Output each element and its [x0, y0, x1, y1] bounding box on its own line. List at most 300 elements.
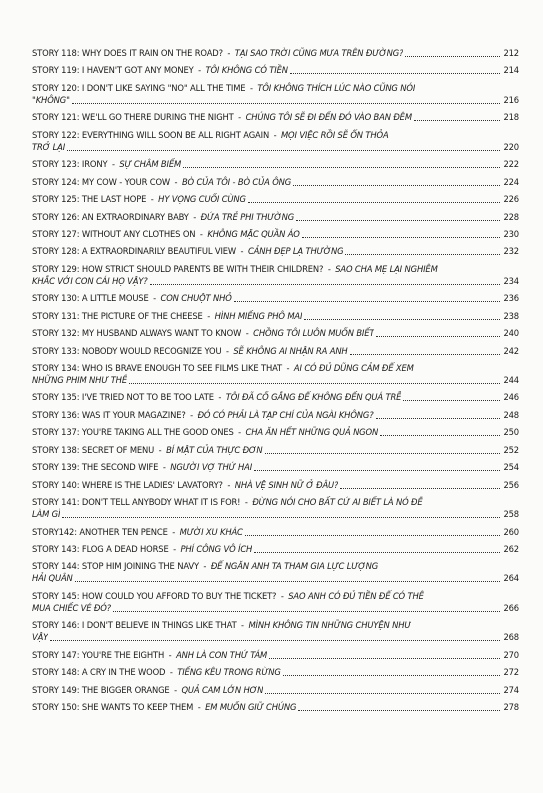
story-number: STORY142: — [32, 526, 77, 537]
toc-entry — [32, 649, 519, 661]
toc-entry-continuation — [32, 602, 519, 614]
story-title-en: WITHOUT ANY CLOTHES ON — [81, 228, 196, 239]
title-separator: - — [325, 263, 334, 274]
story-number: STORY 119: — [32, 65, 80, 76]
toc-entry-text — [32, 211, 294, 223]
page-number: 226 — [503, 194, 519, 205]
leader-dots — [183, 167, 500, 168]
title-separator: - — [284, 363, 292, 373]
story-title-vi-continued: VẬY — [32, 632, 49, 643]
story-title-vi: BÍ MẬT CỦA THỰC ĐƠN — [166, 444, 263, 455]
toc-entry — [32, 228, 519, 240]
page-number: 220 — [503, 141, 519, 152]
story-number: STORY 120: — [32, 82, 80, 93]
page-number: 224 — [503, 176, 519, 187]
toc-entry — [32, 461, 519, 473]
toc-entry-text — [32, 391, 401, 403]
story-title-en: NOBODY WOULD RECOGNIZE YOU — [81, 345, 222, 356]
leader-dots — [265, 693, 500, 694]
story-title-vi: ĐỂ NGĂN ANH TA THAM GIA LỰC LƯỢNG — [210, 561, 379, 572]
toc-entry-line — [32, 129, 519, 141]
story-number: STORY 138: — [32, 444, 80, 455]
story-title-vi: AI CÓ ĐỦ DŨNG CẢM ĐỂ XEM — [293, 363, 414, 373]
page-number: 272 — [503, 667, 519, 678]
story-title-en: IRONY — [81, 159, 108, 170]
page-number: 266 — [503, 602, 519, 613]
toc-entry-text — [32, 263, 438, 275]
story-title-vi: CON CHUỘT NHỎ — [160, 293, 232, 304]
toc-entry-line — [32, 47, 519, 59]
story-number: STORY 141: — [32, 497, 80, 508]
toc-entry-text — [32, 619, 411, 631]
leader-dots — [376, 418, 500, 419]
page-number: 278 — [503, 702, 519, 712]
story-number: STORY 123: — [32, 159, 80, 170]
story-title-en: WHO IS BRAVE ENOUGH TO SEE FILMS LIKE THAT — [81, 363, 283, 373]
title-separator: - — [195, 65, 204, 76]
toc-entry-line — [32, 684, 519, 696]
story-number: STORY 143: — [32, 543, 80, 554]
toc-entry-continuation — [32, 374, 519, 386]
story-number: STORY 147: — [32, 649, 80, 660]
story-number: STORY 140: — [32, 479, 80, 490]
toc-entry — [32, 176, 519, 188]
leader-dots — [265, 453, 500, 454]
title-separator: - — [170, 543, 179, 554]
toc-entry — [32, 263, 519, 287]
story-number: STORY 146: — [32, 620, 80, 631]
page-number: 244 — [503, 375, 519, 385]
story-title-en: WHERE IS THE LADIES' LAVATORY? — [81, 479, 223, 490]
title-separator: - — [223, 345, 232, 356]
leader-dots — [72, 103, 500, 104]
leader-dots — [302, 237, 500, 238]
toc-entry-line — [32, 228, 519, 240]
toc-entry-line — [32, 391, 519, 403]
toc-entry — [32, 684, 519, 696]
story-title-vi: TÔI ĐÃ CỐ GẮNG ĐỂ KHÔNG ĐẾN QUÁ TRỄ — [225, 392, 402, 403]
page-number: 232 — [503, 246, 519, 257]
toc-entry — [32, 310, 519, 322]
story-title-vi: CẢNH ĐẸP LẠ THƯỜNG — [247, 246, 344, 257]
toc-entry-line — [32, 176, 519, 188]
story-number: STORY 139: — [32, 462, 80, 473]
story-title-vi: KHÔNG MẶC QUẦN ÁO — [207, 228, 300, 239]
story-number: STORY 148: — [32, 667, 80, 678]
title-separator: - — [148, 194, 157, 205]
title-separator: - — [271, 129, 279, 140]
toc-entry — [32, 409, 519, 421]
page-number: 214 — [503, 65, 519, 76]
toc-entry — [32, 619, 519, 643]
story-number: STORY 134: — [32, 363, 80, 373]
page-number: 216 — [503, 94, 519, 105]
story-number: STORY 130: — [32, 293, 80, 304]
story-title-en: DON'T TELL ANYBODY WHAT IT IS FOR! — [81, 497, 241, 508]
story-title-vi: NHÀ VỆ SINH NỮ Ở ĐÂU? — [234, 479, 339, 490]
toc-entry-continuation — [32, 275, 519, 287]
leader-dots — [248, 202, 500, 203]
story-title-vi-continued: "KHÔNG" — [32, 94, 70, 105]
title-separator: - — [200, 561, 209, 572]
toc-entry-line — [32, 444, 519, 456]
story-title-en: THE LAST HOPE — [81, 194, 147, 205]
toc-entry-text — [32, 684, 263, 696]
title-separator: - — [238, 246, 246, 257]
leader-dots — [283, 675, 500, 676]
toc-entry-text — [32, 228, 300, 240]
page-number: 252 — [503, 444, 519, 455]
page-number: 242 — [503, 345, 519, 356]
page-number: 222 — [503, 159, 519, 170]
page-number: 238 — [503, 310, 519, 321]
toc-entry-text — [32, 444, 263, 456]
toc-entry-text — [32, 666, 281, 678]
toc-entry-line — [32, 701, 519, 713]
page-number: 230 — [503, 228, 519, 239]
toc-entry-line — [32, 263, 519, 275]
story-number: STORY 149: — [32, 684, 80, 695]
page-number: 256 — [503, 479, 519, 490]
toc-entry-text — [32, 111, 412, 123]
story-title-en: SHE WANTS TO KEEP THEM — [81, 702, 194, 712]
leader-dots — [403, 400, 500, 401]
story-title-vi: ĐỪNG NÓI CHO BẤT CỨ AI BIẾT LÀ NÓ ĐỂ — [252, 497, 423, 508]
title-separator: - — [190, 211, 199, 222]
toc-entry-continuation — [32, 572, 519, 584]
story-title-en: ANOTHER TEN PENCE — [79, 526, 168, 537]
story-number: STORY 137: — [32, 427, 80, 438]
leader-dots — [290, 73, 500, 74]
story-title-vi: TIẾNG KÊU TRONG RỪNG — [177, 667, 281, 678]
story-number: STORY 131: — [32, 310, 80, 321]
leader-dots — [67, 150, 500, 151]
story-title-vi: EM MUỐN GIỮ CHÚNG — [205, 702, 297, 712]
leader-dots — [340, 488, 500, 489]
toc-entry-text — [32, 496, 423, 508]
toc-entry — [32, 391, 519, 403]
page-number: 240 — [503, 328, 519, 339]
toc-entry-line — [32, 409, 519, 421]
toc-entry — [32, 362, 519, 386]
toc-entry-line — [32, 82, 519, 94]
leader-dots — [345, 254, 500, 255]
toc-entry-line — [32, 426, 519, 438]
toc-entry-line — [32, 193, 519, 205]
toc-entry — [32, 158, 519, 170]
toc-entry-text — [32, 47, 403, 59]
toc-entry — [32, 245, 519, 257]
story-title-vi: NGƯỜI VỢ THỨ HAI — [170, 462, 253, 473]
story-title-vi: CHỒNG TÔI LUÔN MUỐN BIẾT — [253, 328, 375, 339]
toc-entry-line — [32, 327, 519, 339]
story-title-vi: MỌI VIỆC RỒI SẼ ỔN THỎA — [280, 129, 389, 140]
toc-entry — [32, 211, 519, 223]
page-number: 212 — [503, 48, 519, 58]
toc-entry-text — [32, 590, 424, 602]
toc-entry-text — [32, 649, 267, 661]
toc-entry-text — [32, 461, 252, 473]
leader-dots — [245, 535, 500, 536]
story-title-vi: ĐÓ CÓ PHẢI LÀ TẠP CHÍ CỦA NGÀI KHÔNG? — [197, 409, 374, 420]
title-separator: - — [278, 590, 287, 601]
title-separator: - — [224, 48, 233, 58]
leader-dots — [254, 552, 500, 553]
title-separator: - — [169, 526, 178, 537]
story-number: STORY 135: — [32, 392, 80, 403]
title-separator: - — [224, 479, 233, 490]
story-title-en: I'VE TRIED NOT TO BE TOO LATE — [81, 392, 214, 403]
story-title-vi: BÒ CỦA TÔI - BÒ CỦA ÔNG — [181, 176, 292, 187]
page-number: 218 — [503, 112, 519, 123]
story-title-en: STOP HIM JOINING THE NAVY — [81, 561, 199, 572]
story-number: STORY 125: — [32, 194, 80, 205]
toc-entry — [32, 111, 519, 123]
leader-dots — [254, 470, 500, 471]
toc-entry-line — [32, 292, 519, 304]
story-number: STORY 127: — [32, 228, 80, 239]
story-title-en: I DON'T BELIEVE IN THINGS LIKE THAT — [81, 620, 237, 631]
title-separator: - — [156, 444, 165, 455]
leader-dots — [405, 56, 500, 57]
story-title-en: HOW STRICT SHOULD PARENTS BE WITH THEIR CHILDREN? — [81, 263, 324, 274]
story-title-vi-continued: LÀM GÌ — [32, 509, 61, 520]
story-title-vi: TẠI SAO TRỜI CŨNG MƯA TRÊN ĐƯỜNG? — [234, 48, 404, 58]
title-separator: - — [187, 409, 196, 420]
page-number: 264 — [503, 573, 519, 584]
story-title-vi: SỰ CHÂM BIẾM — [119, 159, 182, 170]
story-title-vi: HÌNH MIẾNG PHÔ MAI — [214, 310, 303, 321]
story-title-vi: TÔI KHÔNG THÍCH LÚC NÀO CŨNG NÓI — [257, 82, 416, 93]
toc-entry-continuation — [32, 508, 519, 520]
title-separator: - — [197, 228, 206, 239]
toc-entry-text — [32, 292, 232, 304]
page-number: 236 — [503, 293, 519, 304]
toc-entry-line — [32, 362, 519, 374]
story-title-vi: TÔI KHÔNG CÓ TIỀN — [205, 65, 288, 76]
toc-entry-line — [32, 310, 519, 322]
story-title-en: THE PICTURE OF THE CHEESE — [81, 310, 203, 321]
story-title-vi-continued: TRỞ LẠI — [32, 141, 66, 152]
toc-entry-text — [32, 64, 288, 76]
story-title-vi: ĐỨA TRẺ PHI THƯỜNG — [200, 211, 295, 222]
story-number: STORY 124: — [32, 176, 80, 187]
leader-dots — [376, 336, 500, 337]
toc-entry — [32, 526, 519, 538]
page-number: 262 — [503, 543, 519, 554]
leader-dots — [298, 710, 500, 711]
toc-entry — [32, 543, 519, 555]
toc-entry-line — [32, 345, 519, 357]
page-number: 246 — [503, 392, 519, 403]
toc-entry-continuation — [32, 94, 519, 106]
toc-entry-line — [32, 543, 519, 555]
toc-entry — [32, 666, 519, 678]
story-number: STORY 122: — [32, 129, 80, 140]
story-title-vi: QUẢ CAM LỚN HƠN — [181, 684, 264, 695]
leader-dots — [50, 640, 500, 641]
story-title-vi: CHÚNG TÔI SẼ ĐI ĐẾN ĐÓ VÀO BAN ĐÊM — [245, 112, 412, 123]
title-separator: - — [204, 310, 213, 321]
story-title-en: FLOG A DEAD HORSE — [81, 543, 169, 554]
story-number: STORY 132: — [32, 328, 80, 339]
toc-entry-text — [32, 345, 348, 357]
story-title-vi: SẼ KHÔNG AI NHẬN RA ANH — [233, 345, 348, 356]
toc-entry-text — [32, 526, 243, 538]
toc-entry-text — [32, 245, 343, 257]
toc-entry-line — [32, 211, 519, 223]
toc-entry-line — [32, 245, 519, 257]
title-separator: - — [171, 684, 180, 695]
title-separator: - — [167, 667, 176, 678]
toc-entry-line — [32, 461, 519, 473]
title-separator: - — [195, 702, 204, 712]
toc-entry — [32, 701, 519, 713]
title-separator: - — [238, 620, 247, 631]
page-number: 274 — [503, 684, 519, 695]
toc-entry-text — [32, 82, 415, 94]
story-title-en: THE SECOND WIFE — [81, 462, 159, 473]
story-title-en: THE BIGGER ORANGE — [81, 684, 170, 695]
toc-entry — [32, 327, 519, 339]
table-of-contents — [32, 47, 519, 718]
story-title-en: AN EXTRAORDINARY BABY — [81, 211, 189, 222]
toc-entry-text — [32, 701, 296, 713]
toc-entry — [32, 47, 519, 59]
story-number: STORY 145: — [32, 590, 80, 601]
story-title-vi-continued: NHỮNG PHIM NHƯ THẾ — [32, 375, 127, 385]
toc-entry-text — [32, 479, 338, 491]
title-separator: - — [166, 649, 175, 660]
page-number: 258 — [503, 509, 519, 520]
toc-entry-line — [32, 619, 519, 631]
toc-entry-text — [32, 158, 181, 170]
story-title-en: A CRY IN THE WOOD — [81, 667, 166, 678]
toc-entry-text — [32, 176, 291, 188]
toc-entry-line — [32, 479, 519, 491]
story-number: STORY 126: — [32, 211, 80, 222]
toc-entry-line — [32, 649, 519, 661]
toc-entry — [32, 590, 519, 614]
page-number: 228 — [503, 211, 519, 222]
story-title-vi-continued: KHẮC VỚI CON CÁI HỌ VẬY? — [32, 275, 148, 286]
story-title-vi-continued: HẢI QUÂN — [32, 573, 73, 584]
story-title-en: MY COW - YOUR COW — [81, 176, 171, 187]
leader-dots — [150, 284, 500, 285]
toc-entry-text — [32, 362, 414, 374]
story-title-en: I DON'T LIKE SAYING "NO" ALL THE TIME — [81, 82, 246, 93]
toc-entry-text — [32, 543, 252, 555]
page-number: 270 — [503, 649, 519, 660]
story-number: STORY 118: — [32, 48, 80, 58]
leader-dots — [129, 383, 500, 384]
story-number: STORY 133: — [32, 345, 80, 356]
title-separator: - — [160, 462, 169, 473]
story-title-vi: MƯỜI XU KHÁC — [179, 526, 243, 537]
leader-dots — [75, 581, 500, 582]
toc-entry-continuation — [32, 631, 519, 643]
toc-entry-text — [32, 193, 246, 205]
toc-entry-line — [32, 111, 519, 123]
toc-entry-text — [32, 426, 378, 438]
toc-entry-text — [32, 560, 378, 572]
page-number: 254 — [503, 462, 519, 473]
story-title-en: A LITTLE MOUSE — [81, 293, 149, 304]
toc-entry — [32, 292, 519, 304]
toc-entry — [32, 82, 519, 106]
title-separator: - — [247, 82, 256, 93]
story-title-en: WAS IT YOUR MAGAZINE? — [81, 409, 186, 420]
toc-entry — [32, 426, 519, 438]
toc-entry-continuation — [32, 141, 519, 153]
toc-entry — [32, 479, 519, 491]
toc-entry-line — [32, 666, 519, 678]
page-number: 234 — [503, 275, 519, 286]
story-title-en: YOU'RE THE EIGHTH — [81, 649, 165, 660]
toc-entry-line — [32, 560, 519, 572]
toc-entry-text — [32, 310, 302, 322]
story-title-vi: ANH LÀ CON THỨ TÁM — [176, 649, 268, 660]
toc-entry-line — [32, 526, 519, 538]
story-title-en: I HAVEN'T GOT ANY MONEY — [81, 65, 194, 76]
title-separator: - — [235, 427, 244, 438]
toc-entry — [32, 444, 519, 456]
title-separator: - — [243, 328, 252, 339]
leader-dots — [234, 301, 500, 302]
leader-dots — [414, 120, 500, 121]
story-title-en: HOW COULD YOU AFFORD TO BUY THE TICKET? — [81, 590, 277, 601]
leader-dots — [293, 185, 500, 186]
story-title-vi: CHA ĂN HẾT NHỮNG QUẢ NGON — [245, 427, 379, 438]
toc-entry-line — [32, 590, 519, 602]
title-separator: - — [109, 159, 118, 170]
story-number: STORY 128: — [32, 246, 80, 257]
story-title-en: YOU'RE TAKING ALL THE GOOD ONES — [81, 427, 234, 438]
leader-dots — [113, 611, 500, 612]
story-title-en: WHY DOES IT RAIN ON THE ROAD? — [81, 48, 223, 58]
toc-entry-line — [32, 64, 519, 76]
story-title-vi: SAO ANH CÓ ĐỦ TIỀN ĐỂ CÓ THỂ — [288, 590, 424, 601]
toc-entry-text — [32, 409, 374, 421]
story-title-en: SECRET OF MENU — [81, 444, 155, 455]
page-number: 250 — [503, 427, 519, 438]
story-title-vi-continued: MUA CHIẾC VÉ ĐÓ? — [32, 602, 111, 613]
story-title-vi: MÌNH KHÔNG TIN NHỮNG CHUYỆN NHƯ — [248, 620, 412, 631]
title-separator: - — [150, 293, 159, 304]
leader-dots — [380, 435, 500, 436]
toc-entry-text — [32, 327, 374, 339]
page-number: 260 — [503, 526, 519, 537]
leader-dots — [304, 319, 500, 320]
story-title-vi: PHÍ CÔNG VÔ ÍCH — [180, 543, 253, 554]
leader-dots — [350, 354, 500, 355]
toc-entry — [32, 64, 519, 76]
story-title-en: MY HUSBAND ALWAYS WANT TO KNOW — [81, 328, 242, 339]
title-separator: - — [215, 392, 224, 403]
toc-entry — [32, 193, 519, 205]
toc-entry-text — [32, 129, 389, 141]
toc-entry — [32, 129, 519, 153]
toc-entry-line — [32, 158, 519, 170]
story-number: STORY 136: — [32, 409, 80, 420]
toc-entry-line — [32, 496, 519, 508]
title-separator: - — [172, 176, 180, 187]
leader-dots — [62, 517, 500, 518]
story-title-vi: HY VỌNG CUỐI CÙNG — [158, 194, 246, 205]
toc-entry — [32, 560, 519, 584]
toc-entry — [32, 496, 519, 520]
story-title-vi: SAO CHA MẸ LẠI NGHIÊM — [335, 263, 438, 274]
